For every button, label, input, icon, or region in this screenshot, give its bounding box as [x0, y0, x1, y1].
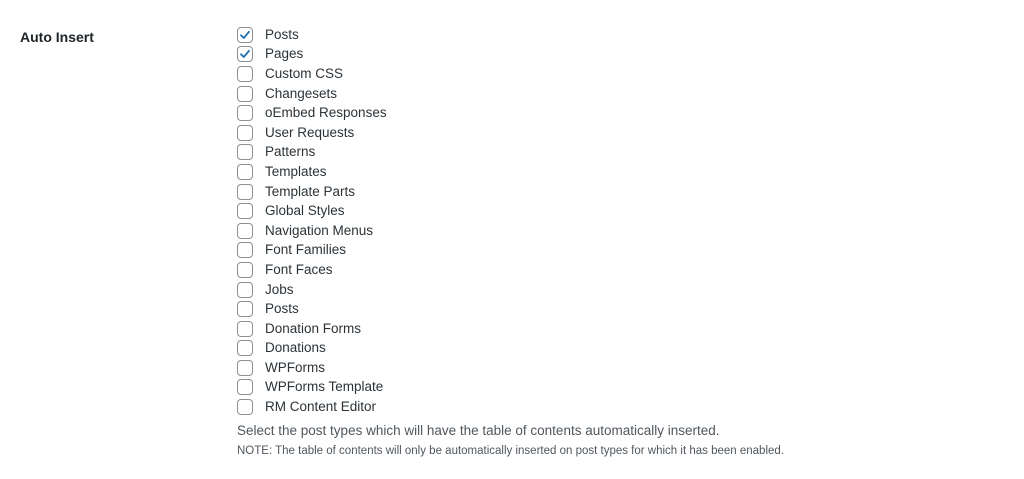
- post-type-option[interactable]: [237, 143, 387, 163]
- post-type-checkbox[interactable]: [237, 242, 253, 258]
- post-type-option-label: Jobs: [265, 281, 294, 297]
- post-type-option-label: WPForms Template: [265, 379, 384, 395]
- post-type-checkbox[interactable]: [237, 27, 253, 43]
- post-type-option-label: Navigation Menus: [265, 222, 374, 238]
- post-type-option[interactable]: [237, 162, 387, 182]
- checkmark-icon: [239, 48, 251, 60]
- post-type-option-label: Global Styles: [265, 203, 345, 219]
- post-type-option[interactable]: [237, 182, 387, 202]
- post-type-option[interactable]: [237, 103, 387, 123]
- post-type-checkbox[interactable]: [237, 86, 253, 102]
- post-type-option[interactable]: [237, 84, 387, 104]
- post-type-option[interactable]: [237, 241, 387, 261]
- post-type-checkbox[interactable]: [237, 379, 253, 395]
- post-type-option-label: Donations: [265, 340, 326, 356]
- post-type-checkbox[interactable]: [237, 184, 253, 200]
- checkmark-icon: [239, 29, 251, 41]
- post-type-option-label: Font Families: [265, 242, 347, 258]
- post-type-option[interactable]: [237, 358, 387, 378]
- post-type-option-label: RM Content Editor: [265, 399, 377, 415]
- post-type-option-label: WPForms: [265, 359, 325, 375]
- post-type-checkbox[interactable]: [237, 125, 253, 141]
- post-type-option-label: Posts: [265, 26, 299, 42]
- post-type-checkbox[interactable]: [237, 203, 253, 219]
- post-type-option-label: User Requests: [265, 124, 355, 140]
- post-type-option[interactable]: [237, 339, 387, 359]
- post-type-checkbox[interactable]: [237, 223, 253, 239]
- post-type-option[interactable]: [237, 45, 387, 65]
- post-type-checkbox[interactable]: [237, 360, 253, 376]
- post-type-checkbox[interactable]: [237, 46, 253, 62]
- auto-insert-description: Select the post types which will have the table of contents automatically inserted.: [237, 423, 720, 438]
- auto-insert-note: NOTE: The table of contents will only be automatically inserted on post types for which it has been enabled.: [237, 445, 784, 457]
- post-type-option-label: Changesets: [265, 85, 338, 101]
- post-type-option[interactable]: [237, 123, 387, 143]
- post-type-option[interactable]: [237, 397, 387, 417]
- post-type-option[interactable]: [237, 319, 387, 339]
- post-type-checkbox[interactable]: [237, 282, 253, 298]
- post-type-option-label: Custom CSS: [265, 65, 344, 81]
- post-type-option-label: oEmbed Responses: [265, 105, 387, 121]
- post-type-checkbox[interactable]: [237, 66, 253, 82]
- post-type-option-label: Font Faces: [265, 261, 333, 277]
- post-type-option[interactable]: [237, 260, 387, 280]
- post-type-checkbox[interactable]: [237, 399, 253, 415]
- post-type-option-label: Templates: [265, 163, 327, 179]
- post-type-option[interactable]: [237, 201, 387, 221]
- post-type-option[interactable]: [237, 280, 387, 300]
- post-type-checkbox[interactable]: [237, 301, 253, 317]
- post-type-checkbox[interactable]: [237, 321, 253, 337]
- post-type-checkbox[interactable]: [237, 164, 253, 180]
- post-type-option-label: Template Parts: [265, 183, 356, 199]
- post-type-option-label: Patterns: [265, 144, 316, 160]
- post-type-option[interactable]: [237, 64, 387, 84]
- post-type-option[interactable]: [237, 25, 387, 45]
- post-type-option-label: Posts: [265, 301, 299, 317]
- post-type-option[interactable]: [237, 221, 387, 241]
- post-type-option[interactable]: [237, 378, 387, 398]
- post-type-checkbox-list: [237, 25, 387, 417]
- post-type-checkbox[interactable]: [237, 144, 253, 160]
- post-type-checkbox[interactable]: [237, 262, 253, 278]
- post-type-checkbox[interactable]: [237, 105, 253, 121]
- post-type-checkbox[interactable]: [237, 340, 253, 356]
- post-type-option-label: Donation Forms: [265, 320, 362, 336]
- auto-insert-label: Auto Insert: [20, 29, 94, 45]
- post-type-option-label: Pages: [265, 46, 304, 62]
- post-type-option[interactable]: [237, 299, 387, 319]
